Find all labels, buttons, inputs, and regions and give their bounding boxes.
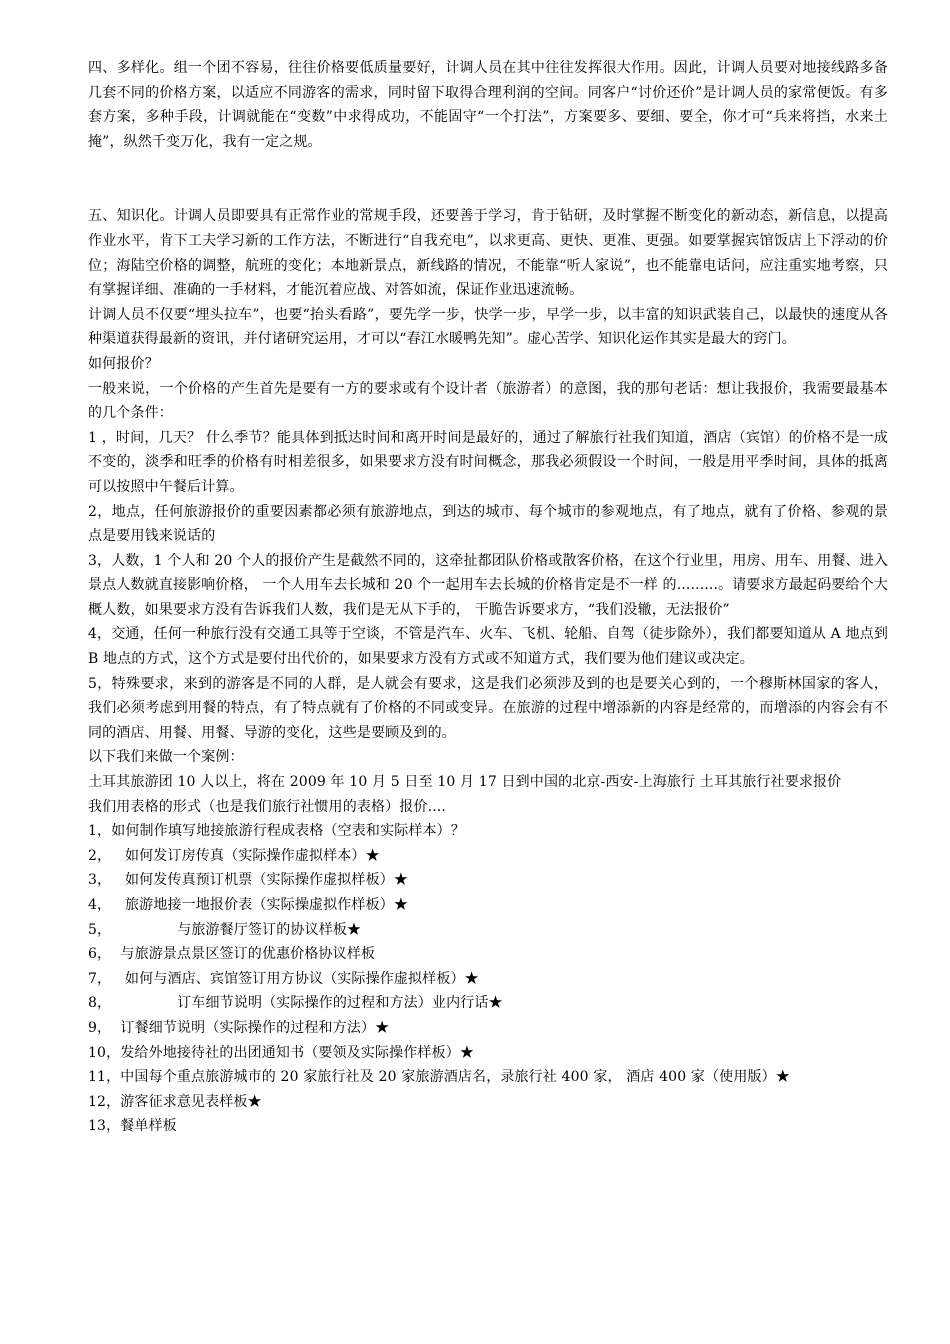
list-item — [88, 918, 888, 943]
quote-intro: 一般来说，一个价格的产生首先是要有一方的要求或有个设计者（旅游者）的意图，我的那句老话：想让我报价，我需要最基本的几个条件： — [88, 380, 888, 422]
list-item — [88, 1016, 888, 1041]
condition-special: 5，特殊要求，来到的游客是不同的人群，是人就会有要求，这是我们必须涉及到的也是要关心到的，一个穆斯林国家的客人，我们必须考虑到用餐的特点，有了特点就有了价格的不同或变异。在旅游的过程中增添新的内容是经常的，而增添的内容会有不同的酒店、用餐、用餐、导游的变化，这些是要顾及到的。 — [88, 675, 888, 741]
sample-list — [88, 819, 888, 1139]
list-item — [88, 1090, 888, 1115]
list-number: 6， — [88, 946, 112, 963]
list-text: 如何制作填写地接旅游行程成表格（空表和实际样本）？ — [111, 823, 465, 840]
list-item — [88, 868, 888, 893]
list-text: 与旅游餐厅签订的协议样板★ — [177, 921, 362, 938]
case-description: 土耳其旅游团 10 人以上，将在 2009 年 10 月 5 日至 10 月 17 日到中国的北京-西安-上海旅行 土耳其旅行社要求报价 — [88, 774, 842, 791]
list-number: 10， — [88, 1044, 121, 1061]
quote-heading: 如何报价？ — [88, 355, 159, 372]
list-number: 12， — [88, 1093, 121, 1110]
list-number: 11， — [88, 1069, 121, 1086]
list-text: 如何与酒店、宾馆签订用方协议（实际操作虚拟样板）★ — [125, 970, 479, 987]
list-item — [88, 942, 888, 967]
list-text: 旅游地接一地报价表（实际操虚拟作样板）★ — [125, 897, 409, 913]
section-four-paragraph: 四、多样化。组一个团不容易，往往价格要低质量要好，计调人员在其中往往发挥很大作用。因此，计调人员要对地接线路多备几套不同的价格方案，以适应不同游客的需求，同时留下取得合理利润的空间。同客户“讨价还价”是计调人员的家常便饭。有多套方案，多种手段，计调就能在“变数”中求得成功，不能固守“一个打法”，方案要多、要细、要全，你才可“兵来将挡，水来土掩”，纵然千变万化，我有一定之规。 — [88, 60, 888, 150]
list-item — [88, 1114, 888, 1139]
list-number: 4， — [88, 897, 112, 913]
section-five-paragraph-2: 计调人员不仅要“埋头拉车”，也要“抬头看路”，要先学一步，快学一步，早学一步，以丰富的知识武装自己，以最快的速度从各种渠道获得最新的资讯，并付诸研究运用，才可以“春江水暖鸭先知”。虚心苦学、知识化运作其实是最大的窍门。 — [88, 306, 888, 348]
list-number: 2， — [88, 847, 112, 864]
list-text: 与旅游景点景区签订的优惠价格协议样板 — [120, 946, 376, 963]
list-text: 如何发传真预订机票（实际操作虚拟样板）★ — [125, 872, 409, 889]
list-text: 如何发订房传真（实际操作虚拟样本）★ — [125, 847, 380, 864]
condition-time: 1 ，时间，几天？ 什么季节？能具体到抵达时间和离开时间是最好的，通过了解旅行社我们知道，酒店（宾馆）的价格不是一成不变的，淡季和旺季的价格有时相差很多，如果要求方没有时间概念，那我必须假设一个时间，一般是用平季时间，具体的抵离可以按照中午餐后计算。 — [88, 429, 888, 495]
blank-spacer — [88, 180, 888, 204]
table-intro: 我们用表格的形式（也是我们旅行社惯用的表格）报价.... — [88, 798, 446, 815]
list-number: 1， — [88, 823, 112, 840]
condition-headcount: 3，人数，1 个人和 20 个人的报价产生是截然不同的，这牵扯都团队价格或散客价格，在这个行业里，用房、用车、用餐、进入景点人数就直接影响价格， 一个人用车去长城和 20 个一起用车去长城的价格肯定是不一样 的.........。请要求方最起码要给个大概人数，如果要求方没有告诉我们人数，我们是无从下手的， 干脆告诉要求方，“我们没辙，无法报价” — [88, 552, 888, 618]
list-text: 餐单样板 — [120, 1118, 177, 1135]
condition-location: 2，地点，任何旅游报价的重要因素都必须有旅游地点，到达的城市、每个城市的参观地点，有了地点，就有了价格、参观的景点是要用钱来说话的 — [88, 503, 888, 545]
case-intro: 以下我们来做一个案例： — [88, 749, 244, 766]
list-text: 订车细节说明（实际操作的过程和方法）业内行话★ — [177, 995, 503, 1012]
section-five-paragraph: 五、知识化。计调人员即要具有正常作业的常规手段，还要善于学习，肯于钻研，及时掌握不断变化的新动态，新信息，以提高作业水平，肯下工夫学习新的工作方法，不断进行“自我充电”，以求更高、更快、更准、更强。如要掌握宾馆饭店上下浮动的价位；海陆空价格的调整，航班的变化；本地新景点，新线路的情况，不能靠“听人家说”，也不能靠电话问，应注重实地考察，只有掌握详细、准确的一手材料，才能沉着应战、对答如流，保证作业迅速流畅。 — [88, 208, 888, 299]
list-number: 8， — [88, 995, 112, 1012]
list-text: 游客征求意见表样板★ — [120, 1093, 262, 1110]
list-item — [88, 844, 888, 869]
list-text: 订餐细节说明（实际操作的过程和方法）★ — [120, 1019, 390, 1036]
list-number: 5， — [88, 921, 112, 938]
condition-transport: 4，交通，任何一种旅行没有交通工具等于空谈，不管是汽车、火车、飞机、轮船、自驾（徒步除外），我们都要知道从 A 地点到 B 地点的方式，这个方式是要付出代价的，如果要求方没有方式或不知道方式，我们要为他们建议或决定。 — [88, 626, 888, 668]
list-text: 发给外地接待社的出团通知书（要领及实际操作样板）★ — [120, 1044, 475, 1061]
list-number: 13， — [88, 1118, 121, 1135]
list-number: 9， — [88, 1019, 112, 1036]
list-item — [88, 819, 888, 844]
list-item — [88, 991, 888, 1016]
list-item — [88, 1041, 888, 1066]
list-item — [88, 1065, 888, 1090]
list-item — [88, 967, 888, 992]
blank-spacer — [88, 154, 888, 180]
list-number: 7， — [88, 970, 112, 987]
document-page — [88, 56, 888, 1139]
list-number: 3， — [88, 872, 112, 889]
list-text: 中国每个重点旅游城市的 20 家旅行社及 20 家旅游酒店名，录旅行社 400 家， 酒店 400 家（使用版）★ — [120, 1069, 790, 1086]
list-item — [88, 893, 888, 918]
